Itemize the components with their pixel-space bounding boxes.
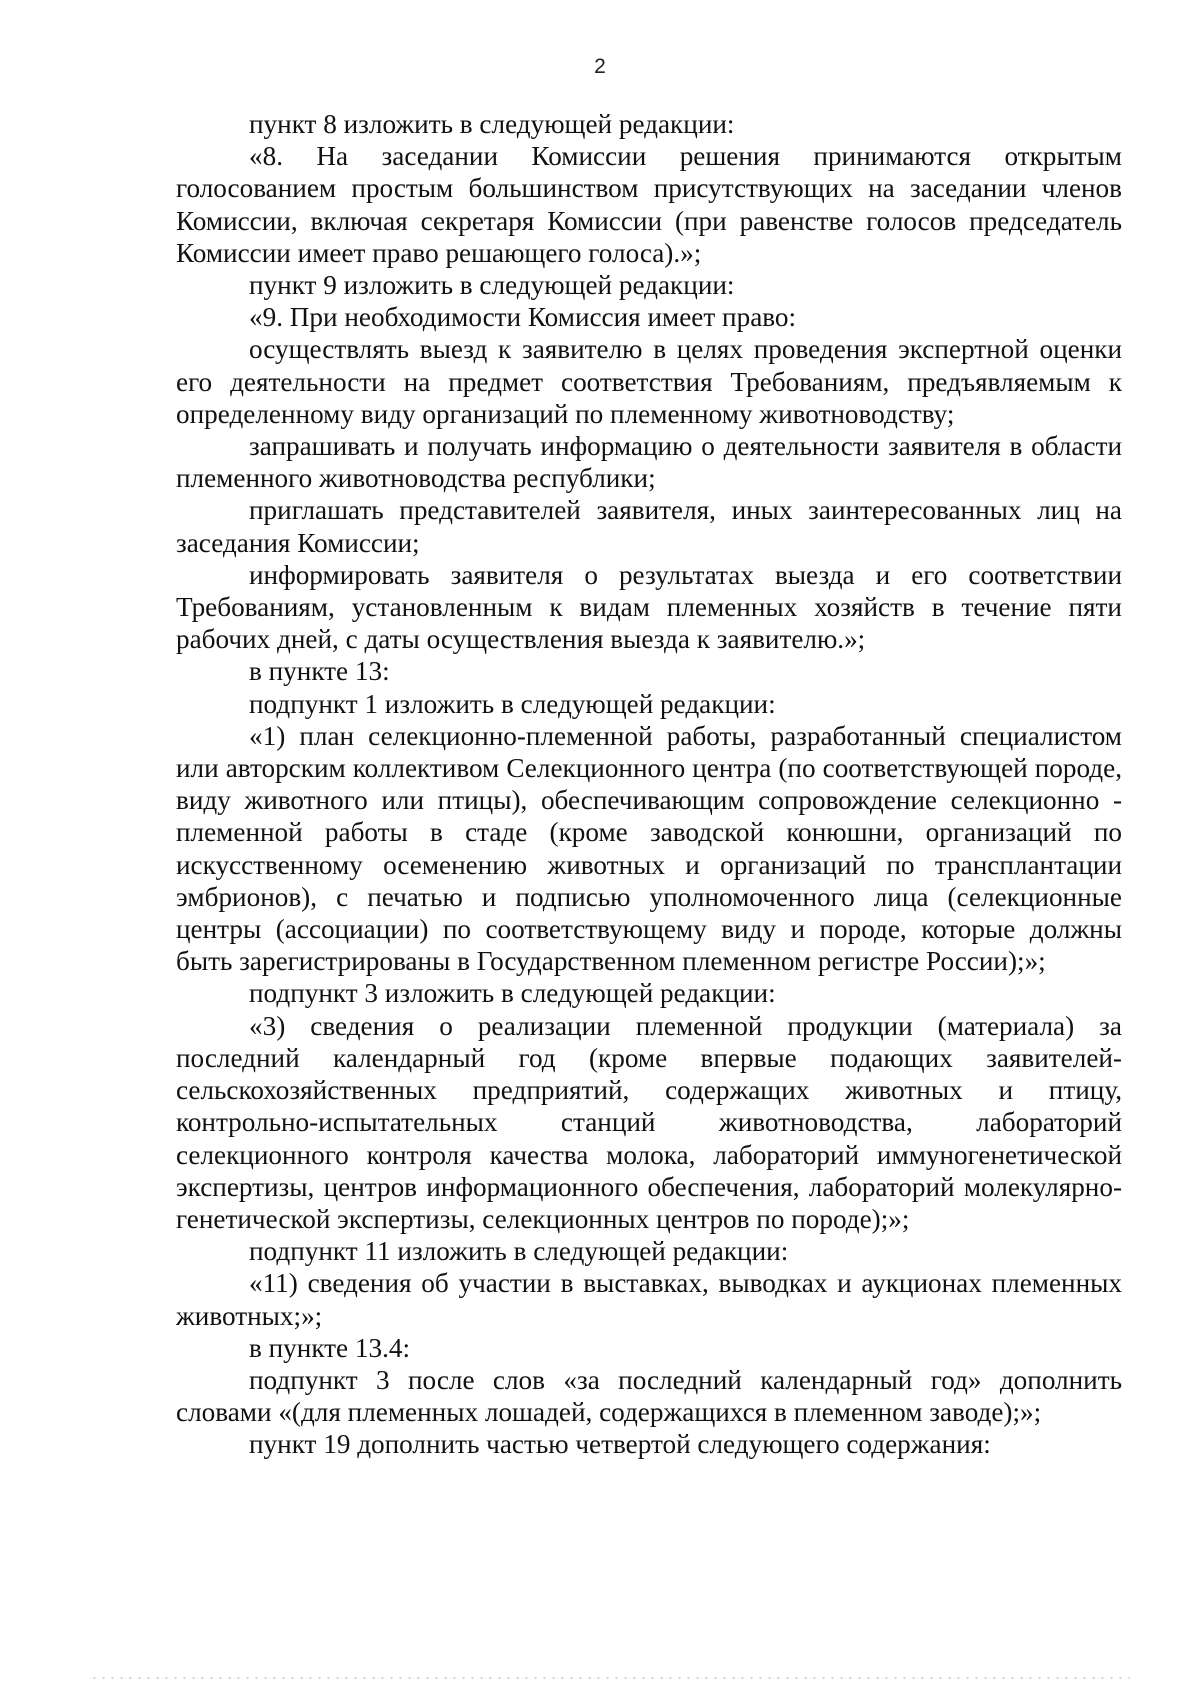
page-number: 2: [594, 55, 606, 78]
paragraph: подпункт 3 после слов «за последний календарный год» дополнить словами «(для племенных лошадей, содержащихся в племенном заводе);»;: [176, 1364, 1122, 1428]
paragraph: информировать заявителя о результатах выезда и его соответствии Требованиям, установленным к видам племенных хозяйств в течение пяти рабочих дней, с даты осуществления выезда к заявителю.»;: [176, 559, 1122, 655]
paragraph: осуществлять выезд к заявителю в целях проведения экспертной оценки его деятельности на предмет соответствия Требованиям, предъявляемым к определенному виду организаций по племенному животноводству;: [176, 334, 1122, 429]
paragraph: «3) сведения о реализации племенной продукции (материала) за последний календарный год (кроме впервые подающих заявителей-сельскохозяйственных предприятий, содержащих животных и птицу, контрольно-испытательных станций животноводства, лабораторий селекционного контроля качества молока, лабораторий иммуногенетической экспертизы, центров информационного обеспечения, лабораторий молекулярно-генетической экспертизы, селекционных центров по породе);»;: [176, 1010, 1122, 1234]
document-body: [176, 108, 1122, 1461]
paragraph: «9. При необходимости Комиссия имеет право:: [249, 302, 797, 333]
paragraph: в пункте 13.4:: [249, 1332, 411, 1363]
paragraph: пункт 9 изложить в следующей редакции:: [249, 270, 735, 301]
scan-dot-line: [90, 1676, 1130, 1680]
paragraph: пункт 19 дополнить частью четвертой следующего содержания:: [249, 1429, 991, 1460]
paragraph: подпункт 11 изложить в следующей редакции:: [249, 1236, 789, 1267]
paragraph: «8. На заседании Комиссии решения принимаются открытым голосованием простым большинством присутствующих на заседании членов Комиссии, включая секретаря Комиссии (при равенстве голосов председатель Комиссии имеет право решающего голоса).»;: [176, 141, 1122, 268]
paragraph: «1) план селекционно-племенной работы, разработанный специалистом или авторским коллективом Селекционного центра (по соответствующей породе, виду животного или птицы), обеспечивающим сопровождение селекционно - племенной работы в стаде (кроме заводской конюшни, организаций по искусственному осеменению животных и организаций по трансплантации эмбрионов), с печатью и подписью уполномоченного лица (селекционные центры (ассоциации) по соответствующему виду и породе, которые должны быть зарегистрированы в Государственном племенном регистре России);»;: [176, 720, 1122, 977]
paragraph: пункт 8 изложить в следующей редакции:: [249, 109, 735, 139]
paragraph: запрашивать и получать информацию о деятельности заявителя в области племенного животноводства республики;: [176, 431, 1122, 494]
paragraph: приглашать представителей заявителя, иных заинтересованных лиц на заседания Комиссии;: [176, 495, 1122, 558]
paragraph: в пункте 13:: [249, 656, 390, 687]
paragraph: «11) сведения об участии в выставках, выводках и аукционах племенных животных;»;: [176, 1268, 1122, 1331]
paragraph: подпункт 3 изложить в следующей редакции:: [249, 978, 776, 1009]
paragraph: подпункт 1 изложить в следующей редакции:: [249, 688, 776, 719]
